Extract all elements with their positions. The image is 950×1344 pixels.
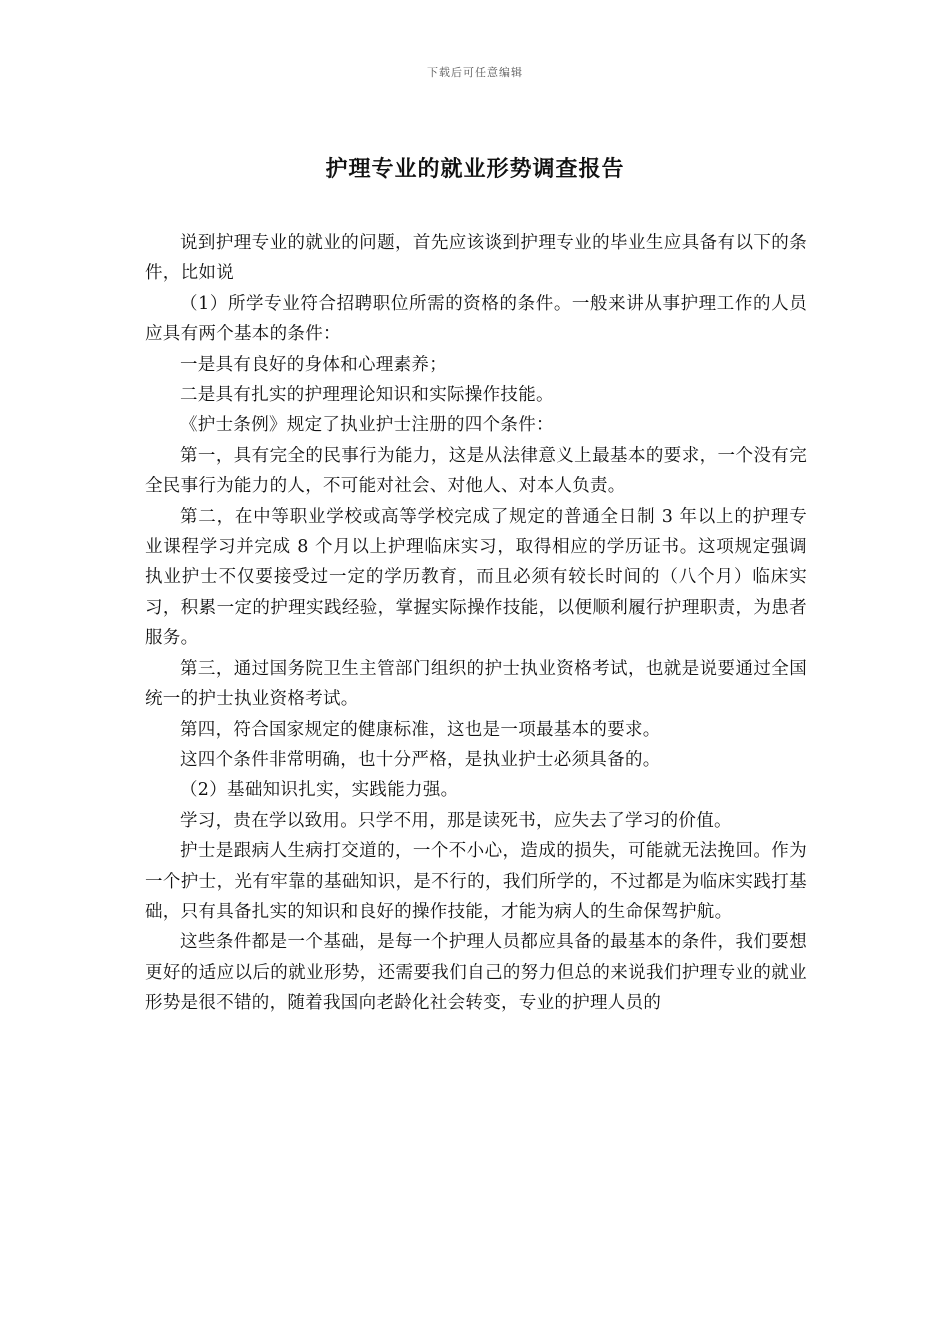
paragraph: 一是具有良好的身体和心理素养；	[180, 354, 447, 375]
document-title: 护理专业的就业形势调查报告	[325, 157, 625, 182]
document-body	[145, 228, 807, 1019]
paragraph: （2）基础知识扎实，实践能力强。	[180, 780, 459, 801]
paragraph: （1）所学专业符合招聘职位所需的资格的条件。一般来讲从事护理工作的人员应具有两个基本的条件：	[145, 293, 807, 345]
paragraph: 学习，贵在学以致用。只学不用，那是读死书，应失去了学习的价值。	[180, 810, 732, 831]
paragraph: 第四，符合国家规定的健康标准，这也是一项最基本的要求。	[180, 719, 661, 740]
paragraph: 《护士条例》规定了执业护士注册的四个条件：	[180, 415, 554, 436]
paragraph: 这些条件都是一个基础，是每一个护理人员都应具备的最基本的条件，我们要想更好的适应以后的就业形势，还需要我们自己的努力但总的来说我们护理专业的就业形势是很不错的，随着我国向老龄化社会转变，专业的护理人员的	[145, 932, 807, 1014]
paragraph: 这四个条件非常明确，也十分严格，是执业护士必须具备的。	[180, 749, 661, 770]
paragraph: 说到护理专业的就业的问题，首先应该谈到护理专业的毕业生应具备有以下的条件，比如说	[145, 233, 807, 284]
paragraph: 第三，通过国务院卫生主管部门组织的护士执业资格考试，也就是说要通过全国统一的护士执业资格考试。	[145, 658, 807, 710]
paragraph: 二是具有扎实的护理理论知识和实际操作技能。	[180, 385, 554, 406]
paragraph: 护士是跟病人生病打交道的，一个不小心，造成的损失，可能就无法挽回。作为一个护士，光有牢靠的基础知识，是不行的，我们所学的，不过都是为临床实践打基础，只有具备扎实的知识和良好的操作技能，才能为病人的生命保驾护航。	[145, 841, 807, 922]
header-note: 下载后可任意编辑	[427, 66, 523, 79]
paragraph: 第一，具有完全的民事行为能力，这是从法律意义上最基本的要求，一个没有完全民事行为能力的人，不可能对社会、对他人、对本人负责。	[145, 445, 807, 497]
paragraph: 第二，在中等职业学校或高等学校完成了规定的普通全日制 3 年以上的护理专业课程学习并完成 8 个月以上护理临床实习，取得相应的学历证书。这项规定强调执业护士不仅要接受过一定的学历教育，而且必须有较长时间的（八个月）临床实习，积累一定的护理实践经验，掌握实际操作技能，以便顺利履行护理职责，为患者服务。	[145, 506, 807, 649]
